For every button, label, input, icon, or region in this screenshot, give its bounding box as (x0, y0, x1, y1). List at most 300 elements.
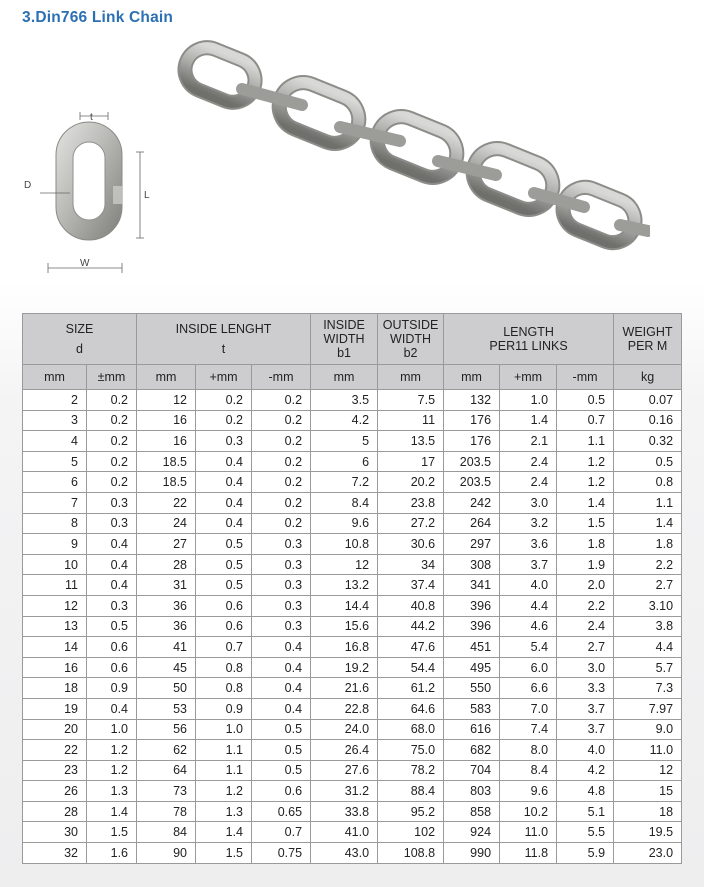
table-cell: 0.5 (614, 451, 682, 472)
table-cell: 0.3 (87, 595, 137, 616)
table-row (23, 513, 682, 534)
table-row (23, 472, 682, 493)
table-cell: 7.4 (500, 719, 557, 740)
table-cell: 64.6 (378, 698, 444, 719)
table-cell: 3.0 (557, 657, 614, 678)
table-cell: 5.4 (500, 637, 557, 658)
table-cell: 0.2 (196, 390, 252, 411)
table-cell: 2.7 (557, 637, 614, 658)
table-cell: 1.2 (196, 781, 252, 802)
table-cell: 1.8 (614, 534, 682, 555)
table-cell: 0.65 (252, 801, 311, 822)
table-row (23, 657, 682, 678)
table-cell: 0.2 (252, 472, 311, 493)
table-cell: 21.6 (311, 678, 378, 699)
table-cell: 10.2 (500, 801, 557, 822)
table-cell: 0.7 (557, 410, 614, 431)
table-cell: 4 (23, 431, 87, 452)
table-cell: 0.75 (252, 843, 311, 864)
table-cell: 0.16 (614, 410, 682, 431)
table-cell: 22 (137, 492, 196, 513)
table-cell: 3.10 (614, 595, 682, 616)
table-cell: 12 (614, 760, 682, 781)
table-cell: 56 (137, 719, 196, 740)
unit-header: mm (23, 365, 87, 390)
table-cell: 2.7 (614, 575, 682, 596)
table-cell: 0.6 (252, 781, 311, 802)
table-cell: 1.5 (87, 822, 137, 843)
table-cell: 5.7 (614, 657, 682, 678)
table-cell: 0.4 (196, 451, 252, 472)
table-cell: 0.4 (196, 492, 252, 513)
table-cell: 2.2 (557, 595, 614, 616)
table-cell: 32 (23, 843, 87, 864)
table-cell: 0.3 (252, 534, 311, 555)
table-cell: 18.5 (137, 451, 196, 472)
table-cell: 2 (23, 390, 87, 411)
table-cell: 242 (444, 492, 500, 513)
table-cell: 11.8 (500, 843, 557, 864)
table-cell: 2.4 (500, 472, 557, 493)
table-cell: 858 (444, 801, 500, 822)
table-cell: 0.2 (87, 451, 137, 472)
unit-header: +mm (500, 365, 557, 390)
table-row (23, 843, 682, 864)
table-cell: 5.5 (557, 822, 614, 843)
table-cell: 28 (23, 801, 87, 822)
table-cell: 0.4 (252, 657, 311, 678)
table-cell: 1.4 (557, 492, 614, 513)
table-cell: 5 (311, 431, 378, 452)
table-cell: 15.6 (311, 616, 378, 637)
table-cell: 1.0 (87, 719, 137, 740)
table-cell: 176 (444, 431, 500, 452)
table-cell: 5.1 (557, 801, 614, 822)
table-cell: 6.6 (500, 678, 557, 699)
table-cell: 12 (23, 595, 87, 616)
table-cell: 40.8 (378, 595, 444, 616)
table-cell: 0.2 (196, 410, 252, 431)
table-cell: 0.5 (252, 719, 311, 740)
dim-label-d: D (24, 180, 32, 191)
table-cell: 0.4 (252, 678, 311, 699)
table-cell: 23.0 (614, 843, 682, 864)
table-cell: 2.4 (557, 616, 614, 637)
table-cell: 1.2 (87, 740, 137, 761)
table-cell: 2.1 (500, 431, 557, 452)
table-cell: 0.8 (196, 657, 252, 678)
chain-photo (170, 35, 650, 280)
table-row (23, 410, 682, 431)
table-cell: 3.5 (311, 390, 378, 411)
table-cell: 0.6 (87, 637, 137, 658)
table-cell: 1.2 (557, 472, 614, 493)
table-cell: 0.2 (87, 410, 137, 431)
table-cell: 0.4 (87, 534, 137, 555)
table-cell: 19.2 (311, 657, 378, 678)
table-cell: 203.5 (444, 472, 500, 493)
table-row (23, 637, 682, 658)
unit-header: kg (614, 365, 682, 390)
table-row (23, 451, 682, 472)
table-cell: 1.1 (196, 740, 252, 761)
table-cell: 3.0 (500, 492, 557, 513)
table-cell: 30 (23, 822, 87, 843)
table-cell: 11 (378, 410, 444, 431)
table-row (23, 678, 682, 699)
table-cell: 0.5 (87, 616, 137, 637)
table-cell: 0.32 (614, 431, 682, 452)
table-cell: 95.2 (378, 801, 444, 822)
table-cell: 24 (137, 513, 196, 534)
table-cell: 8.0 (500, 740, 557, 761)
table-cell: 1.1 (557, 431, 614, 452)
table-cell: 0.7 (196, 637, 252, 658)
table-cell: 3 (23, 410, 87, 431)
table-row (23, 698, 682, 719)
table-cell: 341 (444, 575, 500, 596)
unit-header: mm (137, 365, 196, 390)
table-cell: 26.4 (311, 740, 378, 761)
table-row (23, 431, 682, 452)
table-cell: 132 (444, 390, 500, 411)
table-cell: 0.2 (252, 390, 311, 411)
table-cell: 30.6 (378, 534, 444, 555)
table-cell: 0.6 (87, 657, 137, 678)
unit-header: -mm (252, 365, 311, 390)
spec-table (22, 313, 682, 864)
dim-label-t: t (90, 112, 93, 123)
table-cell: 0.2 (252, 451, 311, 472)
table-cell: 41.0 (311, 822, 378, 843)
table-cell: 84 (137, 822, 196, 843)
table-cell: 1.5 (196, 843, 252, 864)
table-cell: 264 (444, 513, 500, 534)
table-cell: 0.3 (252, 575, 311, 596)
table-cell: 0.4 (252, 698, 311, 719)
header-group-row (23, 314, 682, 365)
table-cell: 27.6 (311, 760, 378, 781)
table-cell: 68.0 (378, 719, 444, 740)
table-cell: 11 (23, 575, 87, 596)
table-cell: 1.0 (196, 719, 252, 740)
table-cell: 16 (137, 410, 196, 431)
table-cell: 4.2 (311, 410, 378, 431)
table-cell: 10.8 (311, 534, 378, 555)
table-cell: 1.6 (87, 843, 137, 864)
table-cell: 0.2 (87, 431, 137, 452)
table-cell: 54.4 (378, 657, 444, 678)
table-cell: 4.4 (614, 637, 682, 658)
table-cell: 28 (137, 554, 196, 575)
table-cell: 0.4 (87, 698, 137, 719)
table-cell: 64 (137, 760, 196, 781)
table-cell: 0.9 (87, 678, 137, 699)
table-cell: 990 (444, 843, 500, 864)
table-cell: 12 (311, 554, 378, 575)
table-cell: 0.07 (614, 390, 682, 411)
table-cell: 0.2 (252, 431, 311, 452)
table-cell: 102 (378, 822, 444, 843)
table-cell: 176 (444, 410, 500, 431)
table-cell: 682 (444, 740, 500, 761)
table-row (23, 822, 682, 843)
table-cell: 1.5 (557, 513, 614, 534)
table-cell: 31 (137, 575, 196, 596)
table-cell: 0.8 (196, 678, 252, 699)
table-cell: 550 (444, 678, 500, 699)
table-cell: 0.5 (196, 534, 252, 555)
table-cell: 803 (444, 781, 500, 802)
table-cell: 36 (137, 595, 196, 616)
table-cell: 23.8 (378, 492, 444, 513)
table-cell: 61.2 (378, 678, 444, 699)
table-cell: 16 (23, 657, 87, 678)
table-cell: 396 (444, 616, 500, 637)
table-cell: 18 (614, 801, 682, 822)
header-inside-width: INSIDE WIDTH b1 (311, 314, 378, 365)
table-cell: 0.5 (196, 554, 252, 575)
table-cell: 27.2 (378, 513, 444, 534)
table-cell: 15 (614, 781, 682, 802)
table-cell: 2.4 (500, 451, 557, 472)
table-cell: 7.3 (614, 678, 682, 699)
table-cell: 27 (137, 534, 196, 555)
table-cell: 90 (137, 843, 196, 864)
table-cell: 19 (23, 698, 87, 719)
table-cell: 44.2 (378, 616, 444, 637)
table-row (23, 534, 682, 555)
unit-header: mm (311, 365, 378, 390)
table-cell: 75.0 (378, 740, 444, 761)
page-title: 3.Din766 Link Chain (22, 9, 174, 26)
header-units-row (23, 365, 682, 390)
table-cell: 24.0 (311, 719, 378, 740)
table-cell: 704 (444, 760, 500, 781)
table-cell: 5 (23, 451, 87, 472)
table-cell: 1.8 (557, 534, 614, 555)
table-cell: 583 (444, 698, 500, 719)
table-cell: 1.3 (87, 781, 137, 802)
table-cell: 8.4 (500, 760, 557, 781)
header-length: LENGTH PER11 LINKS (444, 314, 614, 365)
table-cell: 11.0 (614, 740, 682, 761)
table-cell: 13 (23, 616, 87, 637)
table-row (23, 740, 682, 761)
table-cell: 43.0 (311, 843, 378, 864)
header-inside-length: INSIDE LENGHT t (137, 314, 311, 365)
table-cell: 1.0 (500, 390, 557, 411)
table-row (23, 616, 682, 637)
dim-label-w: W (80, 258, 90, 269)
table-cell: 4.2 (557, 760, 614, 781)
table-cell: 0.2 (252, 513, 311, 534)
table-cell: 37.4 (378, 575, 444, 596)
table-cell: 3.7 (500, 554, 557, 575)
table-cell: 0.3 (252, 616, 311, 637)
table-cell: 18.5 (137, 472, 196, 493)
table-cell: 22.8 (311, 698, 378, 719)
table-cell: 0.2 (252, 410, 311, 431)
table-cell: 0.3 (252, 554, 311, 575)
table-cell: 4.0 (500, 575, 557, 596)
table-cell: 1.1 (196, 760, 252, 781)
table-cell: 5.9 (557, 843, 614, 864)
table-cell: 3.2 (500, 513, 557, 534)
table-row (23, 390, 682, 411)
table-cell: 4.0 (557, 740, 614, 761)
table-cell: 73 (137, 781, 196, 802)
table-cell: 108.8 (378, 843, 444, 864)
table-cell: 0.7 (252, 822, 311, 843)
table-cell: 8 (23, 513, 87, 534)
unit-header: +mm (196, 365, 252, 390)
table-cell: 0.3 (87, 492, 137, 513)
table-cell: 616 (444, 719, 500, 740)
table-cell: 1.4 (500, 410, 557, 431)
table-cell: 2.0 (557, 575, 614, 596)
table-cell: 3.7 (557, 719, 614, 740)
table-cell: 1.3 (196, 801, 252, 822)
table-row (23, 801, 682, 822)
table-cell: 9.6 (500, 781, 557, 802)
table-cell: 36 (137, 616, 196, 637)
table-cell: 8.4 (311, 492, 378, 513)
table-cell: 19.5 (614, 822, 682, 843)
table-cell: 16.8 (311, 637, 378, 658)
table-row (23, 760, 682, 781)
table-cell: 78 (137, 801, 196, 822)
table-cell: 4.6 (500, 616, 557, 637)
table-cell: 22 (23, 740, 87, 761)
table-cell: 62 (137, 740, 196, 761)
table-cell: 78.2 (378, 760, 444, 781)
table-cell: 0.3 (196, 431, 252, 452)
table-cell: 9 (23, 534, 87, 555)
unit-header: ±mm (87, 365, 137, 390)
table-cell: 1.4 (196, 822, 252, 843)
table-body (23, 390, 682, 864)
table-cell: 0.4 (196, 472, 252, 493)
table-cell: 3.7 (557, 698, 614, 719)
table-cell: 14.4 (311, 595, 378, 616)
table-cell: 33.8 (311, 801, 378, 822)
table-cell: 88.4 (378, 781, 444, 802)
table-row (23, 492, 682, 513)
table-cell: 16 (137, 431, 196, 452)
table-cell: 13.2 (311, 575, 378, 596)
table-row (23, 595, 682, 616)
table-cell: 7 (23, 492, 87, 513)
table-cell: 14 (23, 637, 87, 658)
table-cell: 20 (23, 719, 87, 740)
table-cell: 23 (23, 760, 87, 781)
table-cell: 47.6 (378, 637, 444, 658)
table-cell: 50 (137, 678, 196, 699)
table-row (23, 575, 682, 596)
table-cell: 0.9 (196, 698, 252, 719)
table-cell: 10 (23, 554, 87, 575)
table-cell: 4.8 (557, 781, 614, 802)
table-cell: 6 (311, 451, 378, 472)
table-cell: 924 (444, 822, 500, 843)
table-cell: 13.5 (378, 431, 444, 452)
table-cell: 1.4 (87, 801, 137, 822)
table-cell: 0.2 (252, 492, 311, 513)
table-cell: 1.2 (87, 760, 137, 781)
table-cell: 7.2 (311, 472, 378, 493)
table-cell: 297 (444, 534, 500, 555)
table-cell: 0.4 (196, 513, 252, 534)
table-cell: 3.3 (557, 678, 614, 699)
table-cell: 3.8 (614, 616, 682, 637)
table-cell: 1.9 (557, 554, 614, 575)
table-cell: 4.4 (500, 595, 557, 616)
table-cell: 53 (137, 698, 196, 719)
table-cell: 0.3 (87, 513, 137, 534)
table-cell: 26 (23, 781, 87, 802)
table-cell: 2.2 (614, 554, 682, 575)
table-cell: 0.6 (196, 616, 252, 637)
unit-header: -mm (557, 365, 614, 390)
table-cell: 41 (137, 637, 196, 658)
table-cell: 11.0 (500, 822, 557, 843)
table-cell: 0.4 (252, 637, 311, 658)
table-cell: 6.0 (500, 657, 557, 678)
table-cell: 396 (444, 595, 500, 616)
table-cell: 6 (23, 472, 87, 493)
table-cell: 0.5 (252, 740, 311, 761)
table-cell: 0.4 (87, 554, 137, 575)
table-cell: 0.6 (196, 595, 252, 616)
header-weight: WEIGHT PER M (614, 314, 682, 365)
table-cell: 0.3 (252, 595, 311, 616)
dim-label-l: L (144, 190, 150, 201)
unit-header: mm (378, 365, 444, 390)
table-cell: 9.6 (311, 513, 378, 534)
table-cell: 0.5 (196, 575, 252, 596)
table-cell: 0.2 (87, 472, 137, 493)
table-cell: 9.0 (614, 719, 682, 740)
table-cell: 451 (444, 637, 500, 658)
table-cell: 17 (378, 451, 444, 472)
table-cell: 7.5 (378, 390, 444, 411)
table-cell: 12 (137, 390, 196, 411)
table-cell: 0.5 (557, 390, 614, 411)
header-size: SIZE d (23, 314, 137, 365)
table-cell: 3.6 (500, 534, 557, 555)
table-cell: 308 (444, 554, 500, 575)
table-cell: 495 (444, 657, 500, 678)
single-link-diagram (18, 108, 168, 278)
table-cell: 0.4 (87, 575, 137, 596)
table-cell: 1.1 (614, 492, 682, 513)
table-row (23, 719, 682, 740)
table-cell: 0.2 (87, 390, 137, 411)
table-cell: 34 (378, 554, 444, 575)
table-cell: 1.4 (614, 513, 682, 534)
table-cell: 1.2 (557, 451, 614, 472)
table-row (23, 781, 682, 802)
table-cell: 203.5 (444, 451, 500, 472)
table-cell: 0.8 (614, 472, 682, 493)
table-cell: 45 (137, 657, 196, 678)
header-outside-width: OUTSIDE WIDTH b2 (378, 314, 444, 365)
table-cell: 7.97 (614, 698, 682, 719)
table-cell: 31.2 (311, 781, 378, 802)
unit-header: mm (444, 365, 500, 390)
table-cell: 18 (23, 678, 87, 699)
